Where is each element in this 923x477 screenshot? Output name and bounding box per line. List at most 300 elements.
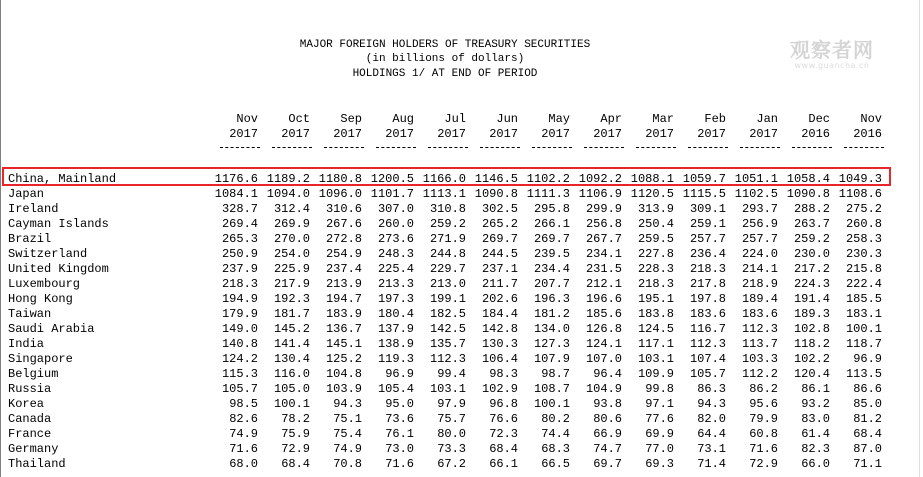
holding-value: 195.1 — [637, 292, 674, 306]
holding-value: 1146.5 — [474, 172, 518, 186]
holding-value: 103.9 — [325, 382, 362, 396]
holding-value: 1049.3 — [838, 172, 882, 186]
holding-value: 182.5 — [429, 307, 466, 321]
holding-value: 265.2 — [481, 217, 518, 231]
holding-value: 189.4 — [741, 292, 778, 306]
holding-value: 237.1 — [481, 262, 518, 276]
country-name: Switzerland — [8, 247, 88, 261]
column-header-separator — [688, 147, 728, 148]
holding-value: 183.6 — [689, 307, 726, 321]
holding-value: 69.3 — [645, 457, 674, 471]
holding-value: 60.8 — [749, 427, 778, 441]
holding-value: 217.2 — [793, 262, 830, 276]
holding-value: 230.0 — [793, 247, 830, 261]
holding-value: 71.1 — [853, 457, 882, 471]
table-row-highlighted — [0, 172, 923, 187]
holding-value: 99.8 — [645, 382, 674, 396]
holding-value: 112.2 — [741, 367, 778, 381]
column-header-year: 2017 — [281, 127, 310, 141]
holding-value: 260.0 — [377, 217, 414, 231]
holding-value: 96.9 — [853, 352, 882, 366]
holding-value: 75.9 — [281, 427, 310, 441]
holding-value: 217.8 — [689, 277, 726, 291]
holding-value: 257.7 — [741, 232, 778, 246]
country-name: Saudi Arabia — [8, 322, 95, 336]
holding-value: 194.7 — [325, 292, 362, 306]
holding-value: 72.9 — [749, 457, 778, 471]
holding-value: 68.3 — [541, 442, 570, 456]
holding-value: 93.8 — [593, 397, 622, 411]
holding-value: 196.6 — [585, 292, 622, 306]
holding-value: 130.4 — [273, 352, 310, 366]
holding-value: 100.1 — [845, 322, 882, 336]
column-header-month: Jul — [444, 112, 466, 126]
holding-value: 87.0 — [853, 442, 882, 456]
holding-value: 213.9 — [325, 277, 362, 291]
holding-value: 218.3 — [221, 277, 258, 291]
holding-value: 1102.2 — [526, 172, 570, 186]
holding-value: 1111.3 — [526, 187, 570, 201]
table-row — [0, 262, 923, 277]
holding-value: 218.3 — [689, 262, 726, 276]
holding-value: 71.4 — [697, 457, 726, 471]
table-row — [0, 247, 923, 262]
holding-value: 258.3 — [845, 232, 882, 246]
country-name: India — [8, 337, 45, 351]
holding-value: 224.0 — [741, 247, 778, 261]
holding-value: 215.8 — [845, 262, 882, 276]
table-row — [0, 397, 923, 412]
holding-value: 149.0 — [221, 322, 258, 336]
holding-value: 103.1 — [637, 352, 674, 366]
holding-value: 68.4 — [489, 442, 518, 456]
holding-value: 1108.6 — [838, 187, 882, 201]
column-header-year: 2017 — [593, 127, 622, 141]
holding-value: 64.4 — [697, 427, 726, 441]
country-name: Canada — [8, 412, 52, 426]
holding-value: 134.0 — [533, 322, 570, 336]
table-row — [0, 307, 923, 322]
holding-value: 74.7 — [593, 442, 622, 456]
holding-value: 213.0 — [429, 277, 466, 291]
holding-value: 77.6 — [645, 412, 674, 426]
country-name: China, Mainland — [8, 172, 117, 186]
holding-value: 85.0 — [853, 397, 882, 411]
holding-value: 328.7 — [221, 202, 258, 216]
country-name: Brazil — [8, 232, 52, 246]
holding-value: 118.7 — [845, 337, 882, 351]
watermark-url: www.guancha.cn — [794, 61, 870, 70]
holding-value: 74.9 — [333, 442, 362, 456]
holding-value: 75.7 — [437, 412, 466, 426]
holding-value: 142.8 — [481, 322, 518, 336]
holding-value: 106.4 — [481, 352, 518, 366]
holding-value: 230.3 — [845, 247, 882, 261]
holding-value: 184.4 — [481, 307, 518, 321]
holding-value: 189.3 — [793, 307, 830, 321]
holding-value: 137.9 — [377, 322, 414, 336]
holding-value: 310.6 — [325, 202, 362, 216]
holding-value: 1120.5 — [630, 187, 674, 201]
holding-value: 136.7 — [325, 322, 362, 336]
holding-value: 94.3 — [333, 397, 362, 411]
table-row — [0, 232, 923, 247]
holding-value: 259.5 — [637, 232, 674, 246]
holding-value: 74.4 — [541, 427, 570, 441]
column-header-separator — [740, 147, 780, 148]
holding-value: 82.6 — [229, 412, 258, 426]
column-header-month: Jan — [756, 112, 778, 126]
holding-value: 66.0 — [801, 457, 830, 471]
holding-value: 231.5 — [585, 262, 622, 276]
column-header-year: 2017 — [333, 127, 362, 141]
holding-value: 71.6 — [749, 442, 778, 456]
column-header-year: 2016 — [801, 127, 830, 141]
column-header-month: Nov — [236, 112, 258, 126]
holding-value: 1088.1 — [630, 172, 674, 186]
holding-value: 102.2 — [793, 352, 830, 366]
holding-value: 1051.1 — [734, 172, 778, 186]
table-row — [0, 352, 923, 367]
holding-value: 244.8 — [429, 247, 466, 261]
holding-value: 124.5 — [637, 322, 674, 336]
holding-value: 113.5 — [845, 367, 882, 381]
table-row — [0, 412, 923, 427]
holding-value: 120.4 — [793, 367, 830, 381]
holding-value: 1058.4 — [786, 172, 830, 186]
holding-value: 142.5 — [429, 322, 466, 336]
holding-value: 180.4 — [377, 307, 414, 321]
holding-value: 267.6 — [325, 217, 362, 231]
holding-value: 1115.5 — [682, 187, 726, 201]
holding-value: 74.9 — [229, 427, 258, 441]
holding-value: 271.9 — [429, 232, 466, 246]
holding-value: 102.9 — [481, 382, 518, 396]
holding-value: 299.9 — [585, 202, 622, 216]
holding-value: 103.3 — [741, 352, 778, 366]
holding-value: 302.5 — [481, 202, 518, 216]
holding-value: 229.7 — [429, 262, 466, 276]
column-header-month: Apr — [600, 112, 622, 126]
holding-value: 135.7 — [429, 337, 466, 351]
holding-value: 181.2 — [533, 307, 570, 321]
holding-value: 98.3 — [489, 367, 518, 381]
column-header-separator — [428, 147, 468, 148]
column-header-separator — [272, 147, 312, 148]
holding-value: 127.3 — [533, 337, 570, 351]
holding-value: 116.0 — [273, 367, 310, 381]
table-row — [0, 427, 923, 442]
country-name: Thailand — [8, 457, 66, 471]
holding-value: 98.5 — [229, 397, 258, 411]
table-row — [0, 457, 923, 472]
holding-value: 75.4 — [333, 427, 362, 441]
holding-value: 112.3 — [429, 352, 466, 366]
column-header-month: Oct — [288, 112, 310, 126]
holding-value: 218.3 — [637, 277, 674, 291]
holding-value: 273.6 — [377, 232, 414, 246]
holding-value: 269.9 — [273, 217, 310, 231]
holding-value: 234.4 — [533, 262, 570, 276]
holding-value: 105.4 — [377, 382, 414, 396]
holding-value: 259.1 — [689, 217, 726, 231]
holding-value: 213.3 — [377, 277, 414, 291]
holding-value: 1180.8 — [318, 172, 362, 186]
table-row — [0, 277, 923, 292]
holding-value: 236.4 — [689, 247, 726, 261]
holding-value: 96.4 — [593, 367, 622, 381]
holding-value: 83.0 — [801, 412, 830, 426]
holding-value: 105.7 — [689, 367, 726, 381]
holding-value: 102.8 — [793, 322, 830, 336]
table-row — [0, 337, 923, 352]
holding-value: 115.3 — [221, 367, 258, 381]
holding-value: 227.8 — [637, 247, 674, 261]
table-row — [0, 442, 923, 457]
holding-value: 237.9 — [221, 262, 258, 276]
holding-value: 191.4 — [793, 292, 830, 306]
holding-value: 104.8 — [325, 367, 362, 381]
holding-value: 272.8 — [325, 232, 362, 246]
holding-value: 66.5 — [541, 457, 570, 471]
holding-value: 313.9 — [637, 202, 674, 216]
holding-value: 265.3 — [221, 232, 258, 246]
holding-value: 1102.5 — [734, 187, 778, 201]
holding-value: 269.7 — [533, 232, 570, 246]
holding-value: 73.0 — [385, 442, 414, 456]
holding-value: 212.1 — [585, 277, 622, 291]
holding-value: 202.6 — [481, 292, 518, 306]
holding-value: 228.3 — [637, 262, 674, 276]
holding-value: 113.7 — [741, 337, 778, 351]
holding-value: 76.1 — [385, 427, 414, 441]
country-name: Korea — [8, 397, 45, 411]
holding-value: 70.8 — [333, 457, 362, 471]
holding-value: 80.2 — [541, 412, 570, 426]
column-header-separator — [584, 147, 624, 148]
holding-value: 68.4 — [281, 457, 310, 471]
column-header-separator — [532, 147, 572, 148]
holding-value: 100.1 — [533, 397, 570, 411]
holding-value: 107.9 — [533, 352, 570, 366]
holding-value: 267.7 — [585, 232, 622, 246]
holding-value: 250.4 — [637, 217, 674, 231]
holding-value: 105.7 — [221, 382, 258, 396]
holding-value: 183.9 — [325, 307, 362, 321]
holding-value: 256.8 — [585, 217, 622, 231]
holding-value: 145.1 — [325, 337, 362, 351]
holding-value: 244.5 — [481, 247, 518, 261]
holding-value: 118.2 — [793, 337, 830, 351]
holding-value: 107.4 — [689, 352, 726, 366]
holding-value: 183.6 — [741, 307, 778, 321]
holding-value: 97.9 — [437, 397, 466, 411]
holding-value: 270.0 — [273, 232, 310, 246]
country-name: United Kingdom — [8, 262, 109, 276]
holding-value: 185.5 — [845, 292, 882, 306]
column-header-month: May — [548, 112, 570, 126]
holding-value: 196.3 — [533, 292, 570, 306]
holding-value: 76.6 — [489, 412, 518, 426]
holding-value: 93.2 — [801, 397, 830, 411]
column-header-separator — [844, 147, 884, 148]
holding-value: 107.0 — [585, 352, 622, 366]
column-header-year: 2017 — [541, 127, 570, 141]
column-header-year: 2017 — [749, 127, 778, 141]
holding-value: 197.3 — [377, 292, 414, 306]
holding-value: 73.3 — [437, 442, 466, 456]
country-name: Hong Kong — [8, 292, 73, 306]
holding-value: 1106.9 — [578, 187, 622, 201]
holding-value: 217.9 — [273, 277, 310, 291]
holding-value: 72.3 — [489, 427, 518, 441]
holding-value: 1200.5 — [370, 172, 414, 186]
column-header-month: Mar — [652, 112, 674, 126]
holding-value: 86.2 — [749, 382, 778, 396]
holding-value: 79.9 — [749, 412, 778, 426]
holding-value: 103.1 — [429, 382, 466, 396]
table-row — [0, 367, 923, 382]
holding-value: 218.9 — [741, 277, 778, 291]
holding-value: 254.0 — [273, 247, 310, 261]
column-header-year: 2017 — [385, 127, 414, 141]
column-header-month: Sep — [340, 112, 362, 126]
holding-value: 108.7 — [533, 382, 570, 396]
holding-value: 1084.1 — [214, 187, 258, 201]
holding-value: 80.6 — [593, 412, 622, 426]
holding-value: 109.9 — [637, 367, 674, 381]
holding-value: 69.9 — [645, 427, 674, 441]
column-header-year: 2017 — [229, 127, 258, 141]
holding-value: 225.9 — [273, 262, 310, 276]
holding-value: 181.7 — [273, 307, 310, 321]
column-header-separator — [792, 147, 832, 148]
table-row — [0, 292, 923, 307]
holding-value: 310.8 — [429, 202, 466, 216]
holding-value: 68.4 — [853, 427, 882, 441]
holding-value: 82.3 — [801, 442, 830, 456]
holding-value: 124.2 — [221, 352, 258, 366]
holding-value: 214.1 — [741, 262, 778, 276]
holding-value: 207.7 — [533, 277, 570, 291]
country-name: Germany — [8, 442, 59, 456]
column-header-separator — [220, 147, 260, 148]
holding-value: 1113.1 — [422, 187, 466, 201]
holding-value: 94.3 — [697, 397, 726, 411]
holding-value: 105.0 — [273, 382, 310, 396]
column-header-month: Aug — [392, 112, 414, 126]
holding-value: 116.7 — [689, 322, 726, 336]
table-row — [0, 322, 923, 337]
holding-value: 185.6 — [585, 307, 622, 321]
holding-value: 124.1 — [585, 337, 622, 351]
holding-value: 1101.7 — [370, 187, 414, 201]
report-title: MAJOR FOREIGN HOLDERS OF TREASURY SECURITIES — [299, 39, 591, 51]
country-name: Russia — [8, 382, 52, 396]
holding-value: 141.4 — [273, 337, 310, 351]
holding-value: 96.9 — [385, 367, 414, 381]
country-name: Cayman Islands — [8, 217, 109, 231]
holding-value: 66.9 — [593, 427, 622, 441]
holding-value: 145.2 — [273, 322, 310, 336]
holding-value: 126.8 — [585, 322, 622, 336]
holding-value: 125.2 — [325, 352, 362, 366]
column-header-year: 2017 — [645, 127, 674, 141]
holding-value: 256.9 — [741, 217, 778, 231]
holding-value: 130.3 — [481, 337, 518, 351]
holding-value: 263.7 — [793, 217, 830, 231]
holding-value: 138.9 — [377, 337, 414, 351]
holding-value: 1090.8 — [786, 187, 830, 201]
holding-value: 293.7 — [741, 202, 778, 216]
column-header-month: Dec — [808, 112, 830, 126]
country-name: France — [8, 427, 52, 441]
column-header-year: 2016 — [853, 127, 882, 141]
holding-value: 73.6 — [385, 412, 414, 426]
holding-value: 199.1 — [429, 292, 466, 306]
holding-value: 67.2 — [437, 457, 466, 471]
holding-value: 86.1 — [801, 382, 830, 396]
country-name: Belgium — [8, 367, 59, 381]
holding-value: 1096.0 — [318, 187, 362, 201]
holding-value: 61.4 — [801, 427, 830, 441]
holding-value: 259.2 — [429, 217, 466, 231]
holding-value: 239.5 — [533, 247, 570, 261]
column-header-separator — [324, 147, 364, 148]
column-header-separator — [376, 147, 416, 148]
holding-value: 99.4 — [437, 367, 466, 381]
holding-value: 77.0 — [645, 442, 674, 456]
holding-value: 112.3 — [741, 322, 778, 336]
holding-value: 140.8 — [221, 337, 258, 351]
holding-value: 1092.2 — [578, 172, 622, 186]
holding-value: 192.3 — [273, 292, 310, 306]
column-header-year: 2017 — [489, 127, 518, 141]
holding-value: 119.3 — [377, 352, 414, 366]
table-row — [0, 187, 923, 202]
holding-value: 269.4 — [221, 217, 258, 231]
holding-value: 78.2 — [281, 412, 310, 426]
holding-value: 96.8 — [489, 397, 518, 411]
holding-value: 82.0 — [697, 412, 726, 426]
holding-value: 309.1 — [689, 202, 726, 216]
holding-value: 312.4 — [273, 202, 310, 216]
holding-value: 211.7 — [481, 277, 518, 291]
column-header-year: 2017 — [697, 127, 726, 141]
holding-value: 73.1 — [697, 442, 726, 456]
holding-value: 72.9 — [281, 442, 310, 456]
holding-value: 1166.0 — [422, 172, 466, 186]
holding-value: 1059.7 — [682, 172, 726, 186]
holding-value: 71.6 — [229, 442, 258, 456]
holding-value: 75.1 — [333, 412, 362, 426]
holding-value: 81.2 — [853, 412, 882, 426]
holding-value: 307.0 — [377, 202, 414, 216]
watermark-logo: 观察者网 — [790, 38, 874, 62]
column-header-year: 2017 — [437, 127, 466, 141]
holding-value: 275.2 — [845, 202, 882, 216]
holding-value: 295.8 — [533, 202, 570, 216]
country-name: Japan — [8, 187, 45, 201]
holding-value: 259.2 — [793, 232, 830, 246]
holding-value: 257.7 — [689, 232, 726, 246]
holding-value: 100.1 — [273, 397, 310, 411]
holding-value: 98.7 — [541, 367, 570, 381]
holding-value: 71.6 — [385, 457, 414, 471]
holding-value: 179.9 — [221, 307, 258, 321]
column-header-month: Jun — [496, 112, 518, 126]
holding-value: 224.3 — [793, 277, 830, 291]
